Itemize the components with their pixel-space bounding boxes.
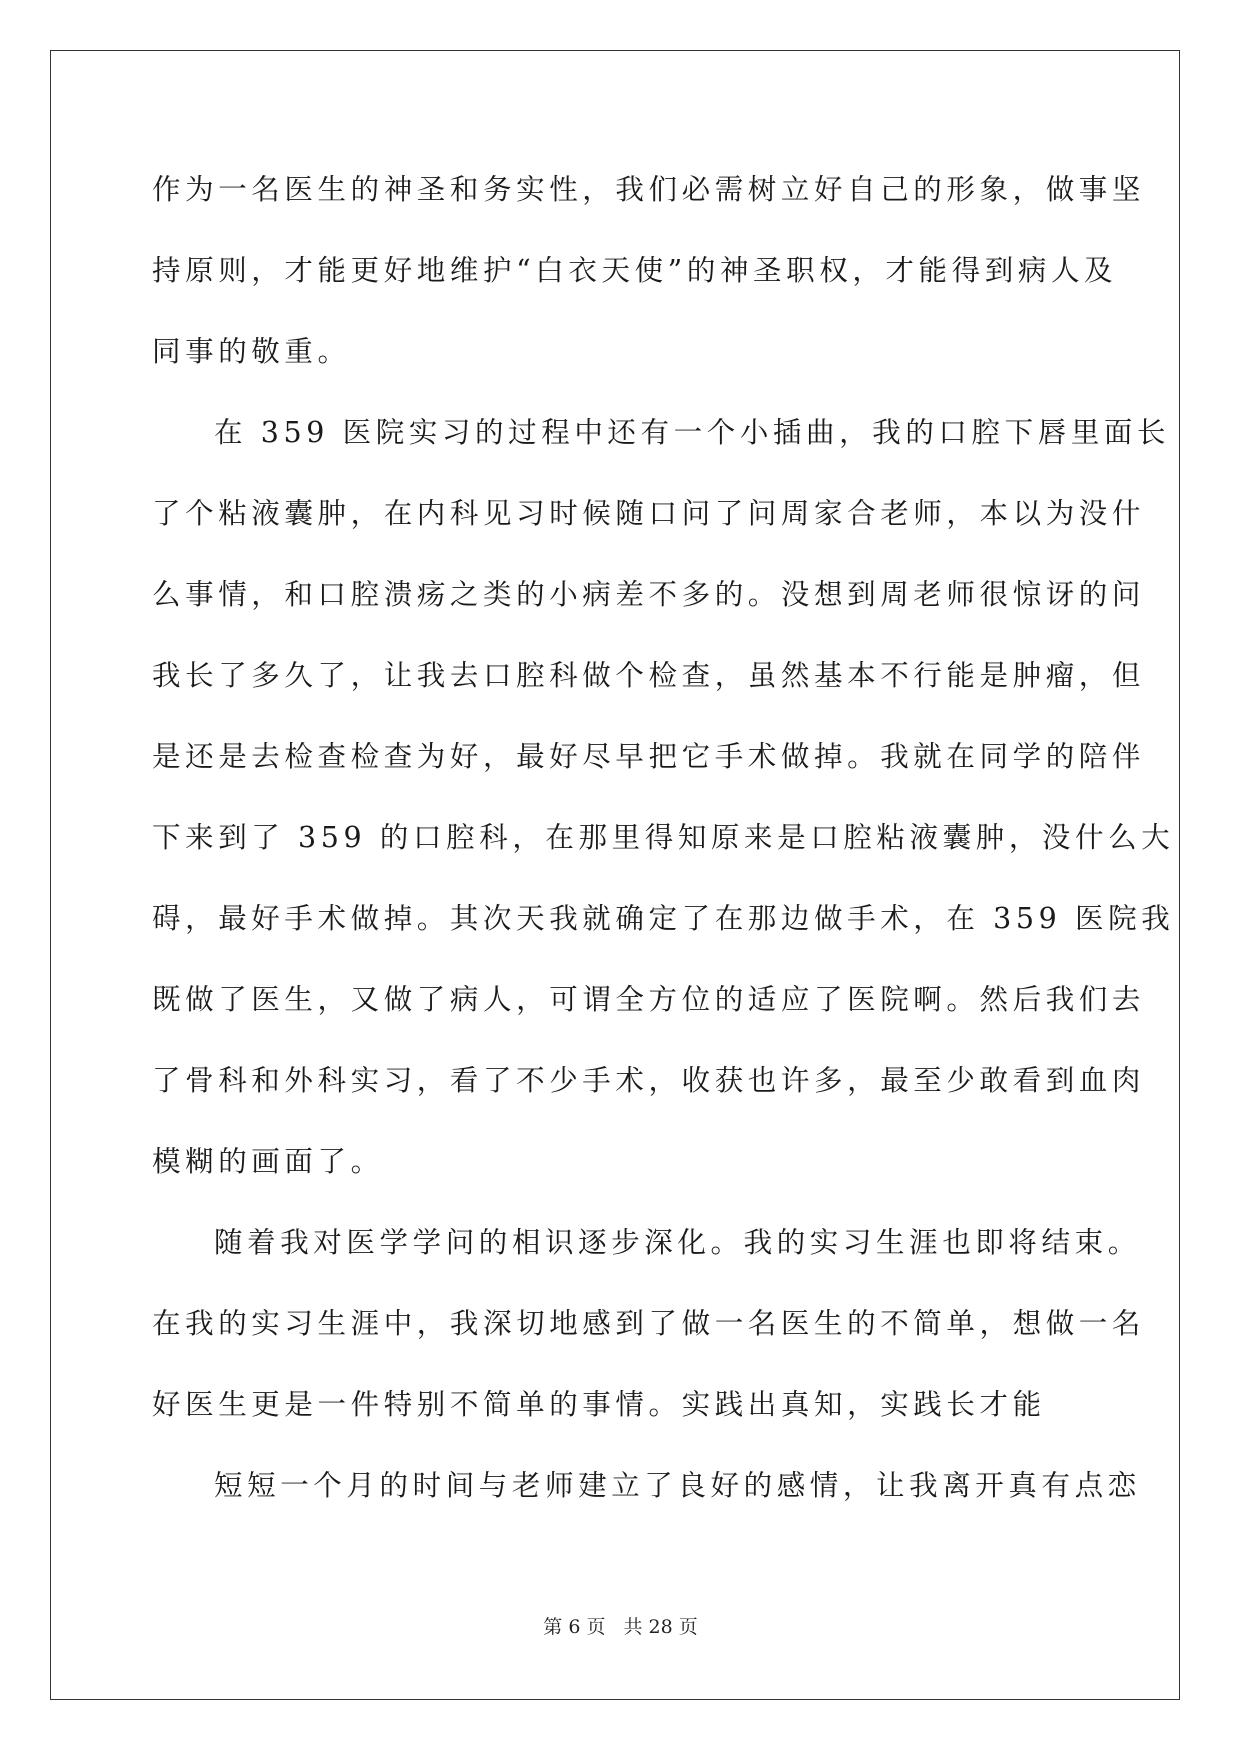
text-line: 同事的敬重。 [152, 335, 351, 368]
page-footer [0, 1612, 1241, 1639]
text-line: 模糊的画面了。 [152, 1145, 384, 1178]
text-line: 我长了多久了，让我去口腔科做个检查，虽然基本不行能是肿瘤，但 [152, 659, 1146, 692]
text-line: 是还是去检查检查为好，最好尽早把它手术做掉。我就在同学的陪伴 [152, 740, 1146, 773]
text-line: 碍，最好手术做掉。其次天我就确定了在那边做手术，在 359 医院我 [152, 902, 1175, 935]
text-line: 好医生更是一件特别不简单的事情。实践出真知，实践长才能 [152, 1388, 1046, 1421]
text-line: 持原则，才能更好地维护“白衣天使”的神圣职权，才能得到病人及 [152, 254, 1118, 287]
paragraph-start-line: 短短一个月的时间与老师建立了良好的感情，让我离开真有点恋 [214, 1469, 1141, 1502]
page-total: 共 28 页 [623, 1616, 698, 1638]
text-line: 下来到了 359 的口腔科，在那里得知原来是口腔粘液囊肿，没什么大 [152, 821, 1175, 854]
text-line: 了个粘液囊肿，在内科见习时候随口问了问周家合老师，本以为没什 [152, 497, 1146, 530]
text-line: 作为一名医生的神圣和务实性，我们必需树立好自己的形象，做事坚 [152, 173, 1146, 206]
text-line: 么事情，和口腔溃疡之类的小病差不多的。没想到周老师很惊讶的问 [152, 578, 1146, 611]
text-line: 了骨科和外科实习，看了不少手术，收获也许多，最至少敢看到血肉 [152, 1064, 1146, 1097]
document-body [152, 160, 1175, 1537]
page-number: 第 6 页 [543, 1616, 606, 1638]
paragraph-start-line: 随着我对医学学问的相识逐步深化。我的实习生涯也即将结束。 [214, 1226, 1141, 1259]
text-line: 在我的实习生涯中，我深切地感到了做一名医生的不简单，想做一名 [152, 1307, 1146, 1340]
text-line: 既做了医生，又做了病人，可谓全方位的适应了医院啊。然后我们去 [152, 983, 1146, 1016]
paragraph-start-line: 在 359 医院实习的过程中还有一个小插曲，我的口腔下唇里面长 [214, 416, 1171, 449]
